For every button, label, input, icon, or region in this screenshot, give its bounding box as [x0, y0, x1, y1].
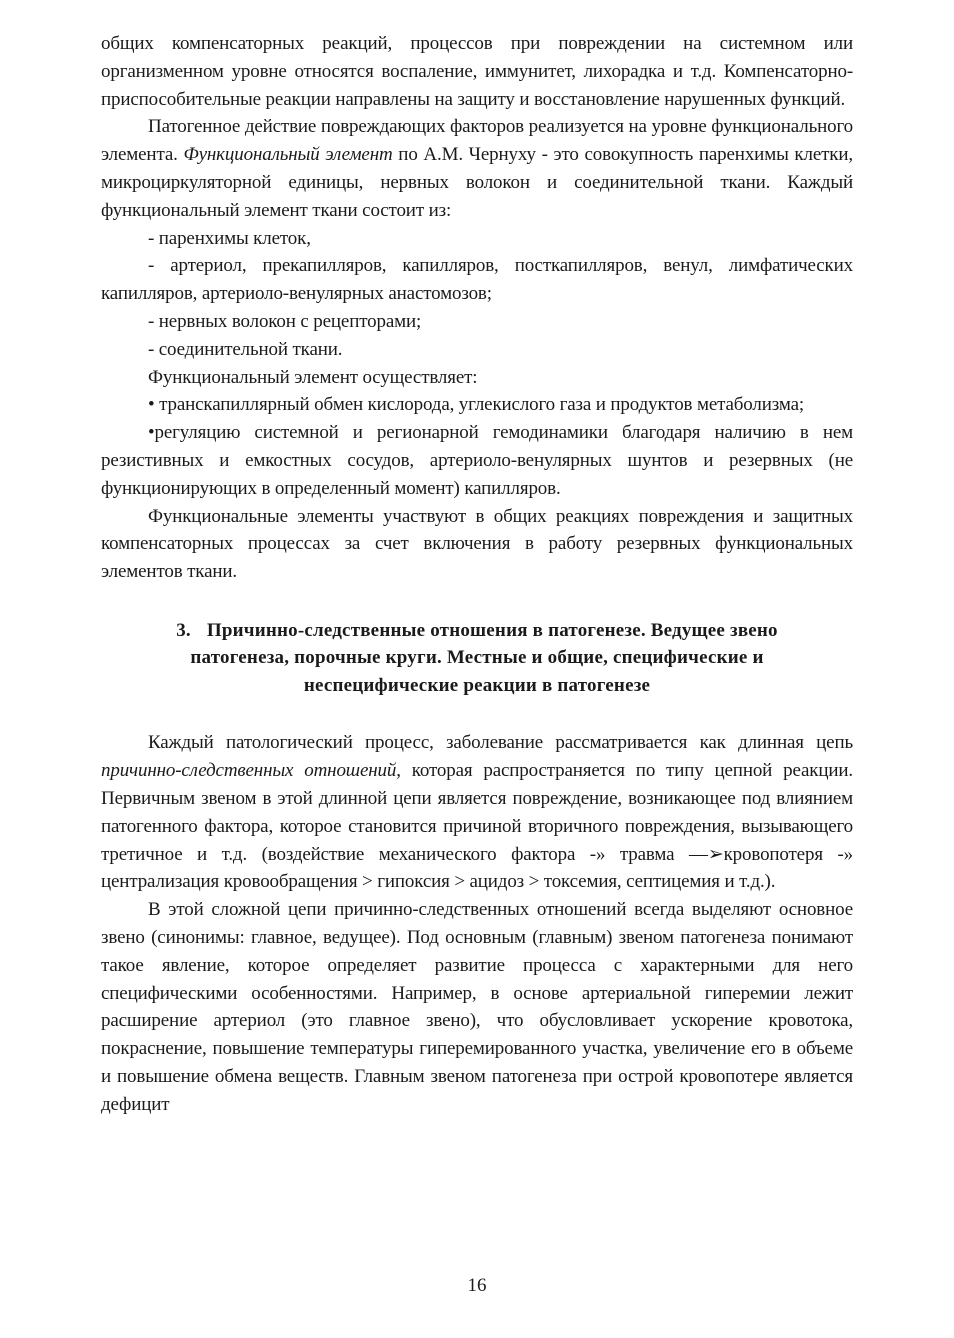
list-item: - артериол, прекапилляров, капилляров, посткапилляров, венул, лимфатических капилляров, артериоло-венулярных анастомозов; [101, 255, 853, 305]
heading-line: неспецифические реакции в патогенезе [303, 674, 651, 696]
section-heading [101, 617, 853, 700]
list-item: - паренхимы клеток, [148, 227, 311, 249]
heading-text: Причинно-следственные отношения в патогенезе. Ведущее звено [206, 619, 778, 641]
heading-line [101, 617, 853, 645]
text-run: , которая распространяется по типу цепной реакции. Первичным звеном в этой длинной цепи является повреждение, возникающее под влиянием патогенного фактора, которое становится причиной вторичного повреждения, вызывающего третичное и т.д. (воздействие механического фактора -» травма [101, 760, 853, 865]
bullet-item: •регуляцию системной и регионарной гемодинамики благодаря наличию в нем резистивных и емкостных сосудов, артериоло-венулярных шунтов и резервных (не функционирующих в определенный момент) капилляров. [101, 422, 853, 499]
text-run: Патогенное действие повреждающих факторов реализуется на уровне функционального элемента. [101, 116, 853, 166]
paragraph-causal-chain [101, 729, 853, 896]
text-run: по А.М. Чернуху - это совокупность паренхимы клетки, микроциркуляторной единицы, нервных волокон и соединительной ткани. Каждый функциональный элемент ткани состоит из: [101, 144, 853, 221]
paragraph-continued: общих компенсаторных реакций, процессов при повреждении на системном или организменном уровне относятся воспаление, иммунитет, лихорадка и т.д. Компенсаторно-приспособительные реакции направлены на защиту и восстановление нарушенных функций. [101, 33, 853, 110]
paragraph-main-link: В этой сложной цепи причинно-следственных отношений всегда выделяют основное звено (синонимы: главное, ведущее). Под основным (главным) звеном патогенеза понимают такое явление, которое определяет развитие процесса с характерными для него специфическими особенностями. Например, в основе артериальной гиперемии лежит расширение артериол (это главное звено), что обусловливает ускорение кровотока, покраснение, повышение температуры гиперемированного участка, увеличение его в объеме и повышение обмена веществ. Главным звеном патогенеза при острой кровопотере является дефицит [101, 899, 853, 1115]
heading-line: патогенеза, порочные круги. Местные и общие, специфические и [190, 647, 764, 669]
list-item: - соединительной ткани. [148, 338, 343, 360]
paragraph-functional-element [101, 113, 853, 224]
arrow-glyph: —➢ [688, 843, 724, 865]
section-body [101, 729, 853, 1118]
paragraph-final: Функциональные элементы участвуют в общих реакциях повреждения и защитных компенсаторных процессах за счет включения в работу резервных функциональных элементов ткани. [101, 505, 853, 583]
section-number: 3. [176, 619, 191, 641]
list-item: - нервных волокон с рецепторами; [148, 310, 422, 332]
page-content [101, 30, 853, 1119]
bullet-item: • транскапиллярный обмен кислорода, углекислого газа и продуктов метаболизма; [148, 394, 804, 416]
term-causal-relations: причинно-следственных отношений [101, 760, 397, 782]
function-intro: Функциональный элемент осуществляет: [148, 366, 478, 388]
page-number: 16 [467, 1275, 487, 1296]
text-run: кровопотеря -» централизация кровообращения > гипоксия > ацидоз > токсемия, септицемия и т.д.). [101, 843, 853, 893]
text-run: Каждый патологический процесс, заболевание рассматривается как длинная цепь [148, 732, 853, 754]
term-functional-element: Функциональный элемент [183, 144, 393, 166]
